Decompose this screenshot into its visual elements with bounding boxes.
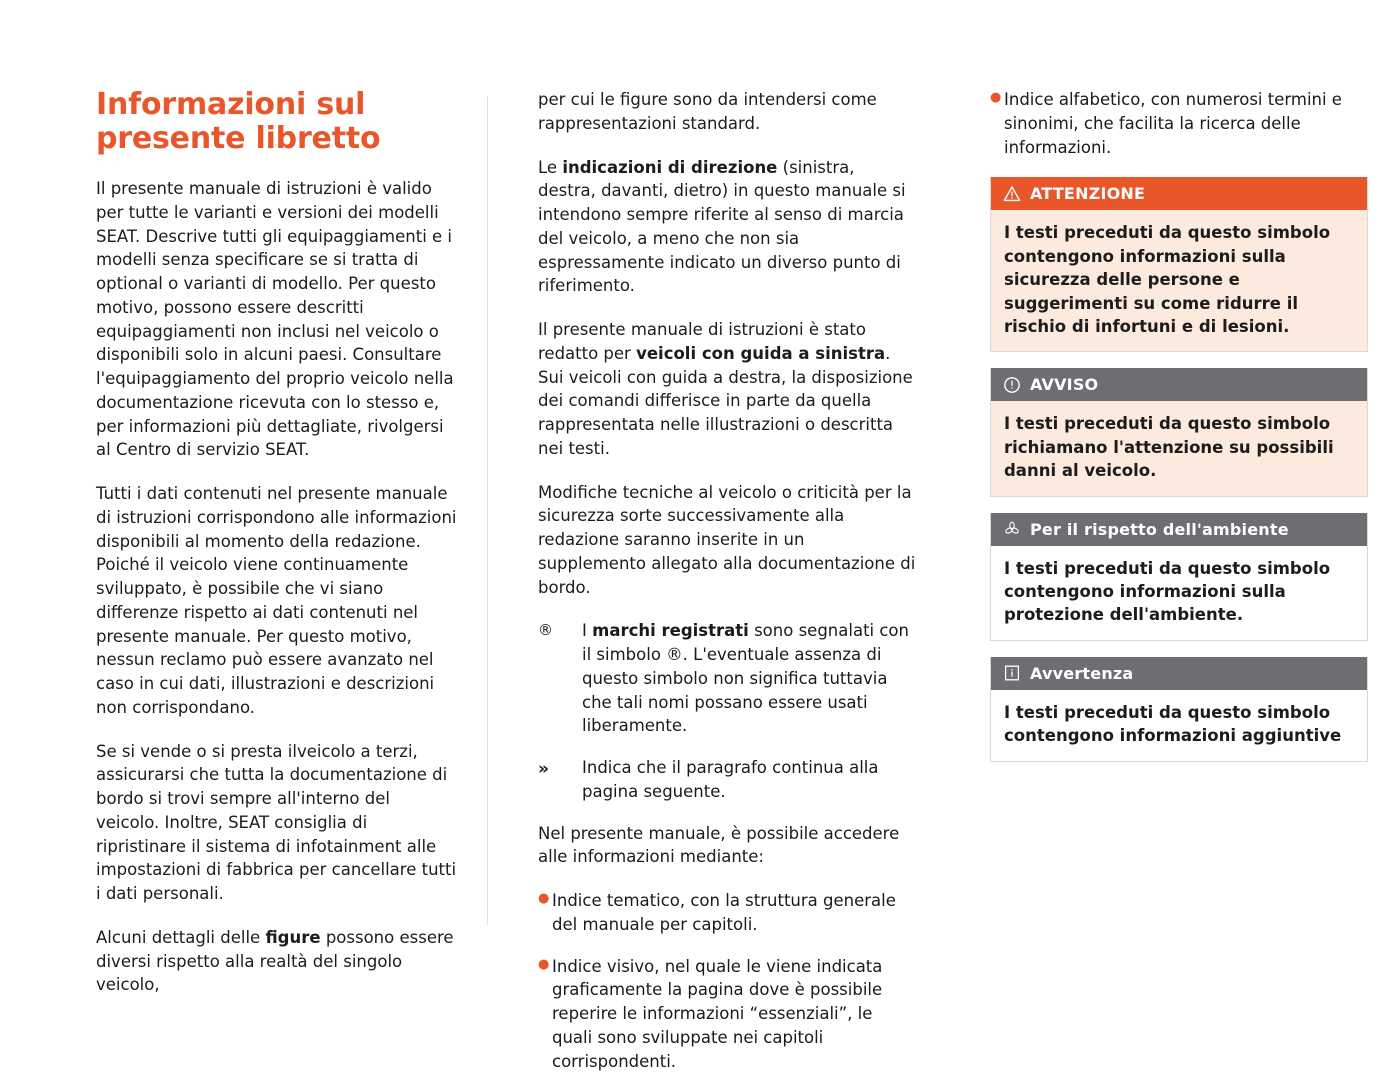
list-item-label: Indice tematico, con la struttura generale del manuale per capitoli. — [552, 891, 896, 934]
direction-text-before: Le — [538, 157, 563, 177]
paragraph-data-accuracy: Tutti i dati contenuti nel presente manuale di istruzioni corrispondono alle informazioni disponibili al momento della redazione. Poiché il veicolo viene continuamente sviluppato, è possibile che vi siano differenze rispetto ai dati contenuti nel presente manuale. Per questo motivo, nessun reclamo può essere avanzato nel caso in cui dati, illustrazioni e descrizioni non corrispondano. — [96, 484, 457, 717]
lhd-text-after: . Sui veicoli con guida a destra, la disposizione dei comandi differisce in parte da quella rappresentata nelle illustrazioni o descritta nei testi. — [538, 343, 913, 458]
notebox-header — [991, 177, 1367, 210]
notebox-title: Per il rispetto dell'ambiente — [1030, 519, 1289, 539]
notebox-header — [991, 513, 1367, 546]
direction-text-bold: indicazioni di direzione — [562, 157, 778, 177]
page-title: Informazioni sul presente libretto — [96, 87, 381, 156]
page-columns — [96, 87, 1342, 1091]
column-right — [990, 88, 1368, 778]
trademark-before: I — [582, 621, 593, 641]
column-middle — [538, 88, 916, 1091]
lhd-text-bold: veicoli con guida a sinistra — [636, 343, 886, 363]
notebox-body: I testi preceduti da questo simbolo richiamano l'attenzione su possibili danni al veicolo. — [991, 401, 1367, 495]
notebox-header — [991, 368, 1367, 401]
direction-text-after: (sinistra, destra, davanti, dietro) in questo manuale si intendono sempre riferite al senso di marcia del veicolo, a meno che non sia espressamente indicato un diverso punto di riferimento. — [538, 157, 906, 296]
registered-trademark-text — [582, 619, 916, 738]
paragraph-technical-changes: Modifiche tecniche al veicolo o criticità per la sicurezza sorte successivamente alla redazione saranno inserite in un supplemento allegato alla documentazione di bordo. — [538, 482, 916, 597]
bullet-icon: ● — [990, 90, 1002, 105]
paragraph-resale: Se si vende o si presta ilveicolo a terzi, assicurarsi che tutta la documentazione di bordo si trovi sempre all'interno del veicolo. Inoltre, SEAT consiglia di ripristinare il sistema di infotainment alle impostazioni di fabbrica per cancellare tutti i dati personali. — [96, 741, 457, 904]
list-item-label: Indice alfabetico, con numerosi termini e sinonimi, che facilita la ricerca delle informazioni. — [1004, 90, 1342, 157]
notebox-body: I testi preceduti da questo simbolo contengono informazioni aggiuntive — [991, 690, 1367, 761]
column-left — [96, 88, 458, 997]
paragraph-continuation: per cui le figure sono da intendersi come rappresentazioni standard. — [538, 90, 877, 133]
notebox-body: I testi preceduti da questo simbolo contengono informazioni sulla sicurezza delle persone e suggerimenti su come ridurre il rischio di infortuni e di lesioni. — [991, 210, 1367, 351]
symbol-row-registered-trademark — [538, 619, 916, 738]
warning-triangle-icon — [1003, 185, 1021, 203]
paragraph-figures — [96, 926, 458, 997]
info-icon — [1003, 664, 1021, 682]
notebox-avviso — [990, 368, 1368, 496]
list-item-thematic-index — [538, 889, 916, 937]
trademark-after: sono segnalati con il simbolo ®. L'eventuale assenza di questo simbolo non significa tuttavia che tali nomi possano essere usati liberamente. — [582, 621, 909, 736]
leaf-icon — [1003, 520, 1021, 538]
bullet-icon: ● — [538, 891, 550, 906]
lhd-text-before: Il presente manuale di istruzioni è stato redatto per — [538, 320, 866, 363]
registered-trademark-icon: ® — [538, 621, 553, 640]
notebox-attenzione — [990, 177, 1368, 352]
bullet-icon: ● — [538, 956, 550, 972]
continuation-symbol-text: Indica che il paragrafo continua alla pagina seguente. — [582, 758, 879, 801]
figures-text-before: Alcuni dettagli delle — [96, 927, 266, 947]
notebox-title: Avvertenza — [1030, 663, 1134, 683]
paragraph-access-info: Nel presente manuale, è possibile accedere alle informazioni mediante: — [538, 823, 900, 867]
trademark-bold: marchi registrati — [592, 621, 749, 641]
paragraph-direction — [538, 156, 916, 299]
notebox-title: ATTENZIONE — [1030, 184, 1146, 204]
paragraph-left-hand-drive — [538, 318, 916, 461]
chevron-right-double-icon: » — [538, 759, 548, 779]
symbol-row-continuation — [538, 756, 916, 804]
paragraph-validity: Il presente manuale di istruzioni è valido per tutte le varianti e versioni dei modelli SEAT. Descrive tutti gli equipaggiamenti e i modelli senza specificare se si tratta di optional o varianti di modello. Per questo motivo, possono essere descritti equipaggiamenti non inclusi nel veicolo o disponibili solo in alcuni paesi. Consultare l'equipaggiamento del proprio veicolo nella documentazione ricevuta con lo stesso e, per informazioni più dettagliate, rivolgersi al Centro di servizio SEAT. — [96, 179, 454, 460]
list-item-alphabetic-index — [990, 88, 1368, 159]
notebox-body: I testi preceduti da questo simbolo contengono informazioni sulla protezione dell'ambiente. — [991, 546, 1367, 640]
notebox-ambiente — [990, 513, 1368, 641]
notebox-avvertenza — [990, 657, 1368, 762]
notebox-title: AVVISO — [1030, 375, 1099, 395]
list-item-visual-index — [538, 955, 916, 1074]
notebox-header — [991, 657, 1367, 690]
figures-text-bold: figure — [265, 927, 321, 947]
figures-text-after: possono essere diversi rispetto alla realtà del singolo veicolo, — [96, 927, 454, 995]
column-divider-1 — [487, 96, 488, 925]
list-item-label: Indice visivo, nel quale le viene indicata graficamente la pagina dove è possibile reperire le informazioni “essenziali”, le quali sono sviluppate nei capitoli corrispondenti. — [552, 956, 883, 1071]
exclamation-circle-icon — [1003, 376, 1021, 394]
